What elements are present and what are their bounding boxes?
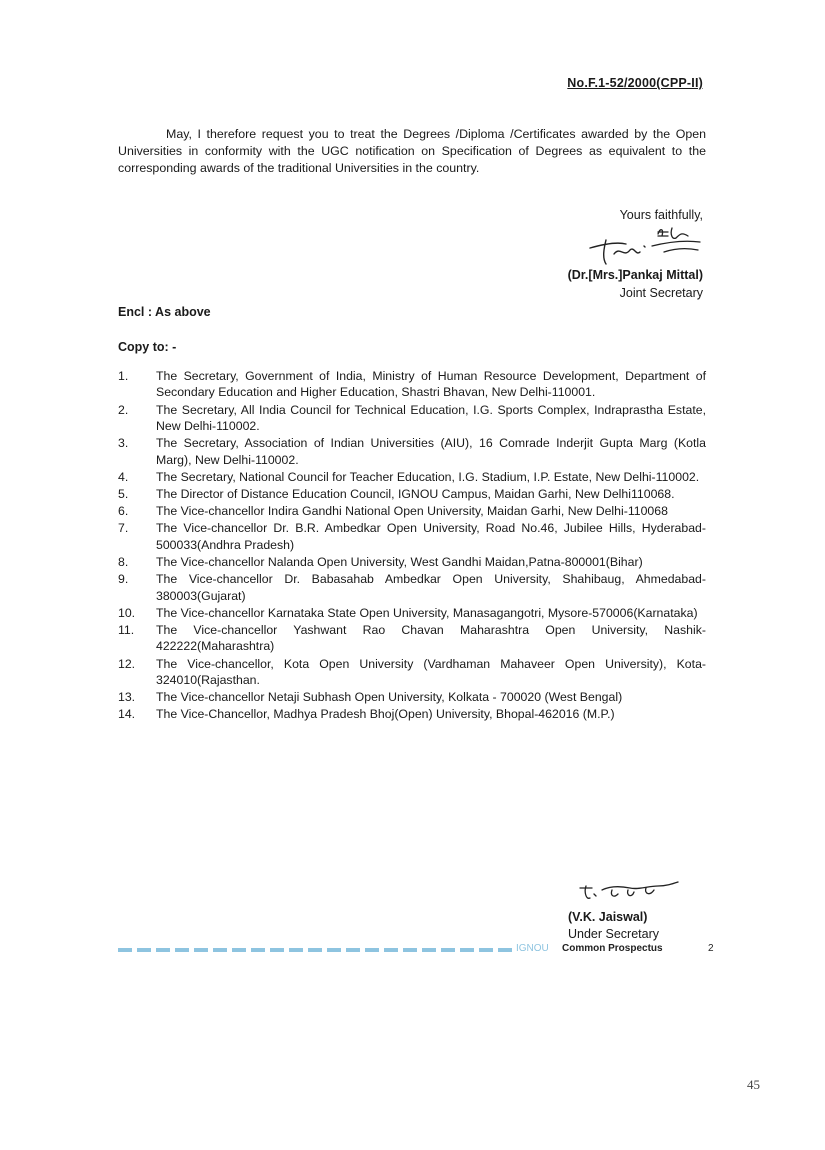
list-item bbox=[118, 402, 706, 435]
second-signatory-title: Under Secretary bbox=[568, 927, 660, 941]
list-item-number: 6. bbox=[118, 504, 129, 519]
list-item-text: The Secretary, National Council for Teacher Education, I.G. Stadium, I.P. Estate, New Delhi-110002. bbox=[156, 469, 700, 484]
signature-mittal-icon bbox=[584, 222, 704, 273]
list-item-text: The Vice-chancellor Dr. Babasahab Ambedkar Open University, Shahibaug, Ahmedabad-380003(Gujarat) bbox=[156, 572, 706, 603]
list-item bbox=[118, 689, 706, 705]
list-item bbox=[118, 571, 706, 604]
copy-to-heading: Copy to: - bbox=[118, 340, 177, 354]
list-item-number: 1. bbox=[118, 369, 129, 383]
signature-jaiswal-icon bbox=[576, 876, 686, 913]
list-item-text: The Vice-chancellor Dr. B.R. Ambedkar Open University, Road No.46, Jubilee Hills, Hyderabad-500033(Andhra Pradesh) bbox=[156, 521, 706, 552]
closing-salutation: Yours faithfully, bbox=[619, 208, 703, 222]
page-number: 45 bbox=[747, 1077, 760, 1092]
list-item-number: 4. bbox=[118, 469, 129, 484]
list-item bbox=[118, 520, 706, 553]
list-item-number: 9. bbox=[118, 572, 129, 587]
list-item-number: 10. bbox=[118, 605, 136, 620]
prospectus-footer bbox=[118, 943, 718, 957]
list-item-number: 8. bbox=[118, 555, 129, 570]
signatory-title: Joint Secretary bbox=[619, 286, 703, 300]
list-item-text: The Vice-chancellor Karnataka State Open University, Manasagangotri, Mysore-570006(Karnataka) bbox=[156, 605, 698, 620]
list-item bbox=[118, 469, 706, 485]
footer-dash-divider bbox=[118, 948, 516, 952]
list-item-text: The Vice-Chancellor, Madhya Pradesh Bhoj(Open) University, Bhopal-462016 (M.P.) bbox=[156, 707, 615, 722]
list-item-text: The Director of Distance Education Council, IGNOU Campus, Maidan Garhi, New Delhi110068. bbox=[156, 487, 675, 502]
list-item bbox=[118, 656, 706, 689]
reference-number: No.F.1-52/2000(CPP-II) bbox=[567, 76, 703, 90]
list-item-text: The Vice-chancellor, Kota Open University (Vardhaman Mahaveer Open University), Kota-324010(Rajasthan. bbox=[156, 656, 706, 688]
copy-to-list bbox=[118, 368, 706, 724]
list-item-text: The Secretary, Association of Indian Universities (AIU), 16 Comrade Inderjit Gupta Marg (Kotla Marg), New Delhi-110002. bbox=[156, 436, 706, 467]
list-item bbox=[118, 622, 706, 655]
list-item-number: 7. bbox=[118, 521, 129, 536]
list-item-number: 12. bbox=[118, 656, 136, 671]
second-signatory-name: (V.K. Jaiswal) bbox=[568, 910, 648, 924]
list-item-text: The Secretary, Government of India, Ministry of Human Resource Development, Department of Secondary Education and Higher Education, Shastri Bhavan, New Delhi-110001. bbox=[156, 369, 706, 400]
list-item-number: 13. bbox=[118, 690, 136, 705]
list-item bbox=[118, 605, 706, 621]
footer-ignou-tag: IGNOU bbox=[516, 943, 549, 954]
signatory-name: (Dr.[Mrs.]Pankaj Mittal) bbox=[567, 268, 703, 282]
list-item-text: The Vice-chancellor Netaji Subhash Open University, Kolkata - 700020 (West Bengal) bbox=[156, 690, 623, 705]
list-item-number: 14. bbox=[118, 707, 136, 722]
enclosure-note: Encl : As above bbox=[118, 305, 211, 319]
list-item-number: 3. bbox=[118, 436, 129, 451]
list-item-text: The Vice-chancellor Indira Gandhi National Open University, Maidan Garhi, New Delhi-110068 bbox=[156, 504, 668, 519]
list-item-number: 2. bbox=[118, 402, 129, 417]
request-paragraph: May, I therefore request you to treat the Degrees /Diploma /Certificates awarded by the Open Universities in conformity with the UGC notification on Specification of Degrees as equivalent to the corresponding awards of the traditional Universities in the country. bbox=[118, 127, 706, 175]
list-item-number: 5. bbox=[118, 487, 129, 502]
list-item-text: The Secretary, All India Council for Technical Education, I.G. Sports Complex, Indraprastha Estate, New Delhi-110002. bbox=[156, 402, 706, 434]
list-item bbox=[118, 368, 706, 401]
list-item-number: 11. bbox=[118, 623, 135, 638]
list-item bbox=[118, 435, 706, 468]
list-item bbox=[118, 486, 706, 502]
footer-page-fragment: 2 bbox=[708, 943, 714, 954]
list-item-text: The Vice-chancellor Nalanda Open University, West Gandhi Maidan,Patna-800001(Bihar) bbox=[156, 555, 643, 570]
list-item bbox=[118, 706, 706, 722]
footer-title: Common Prospectus bbox=[562, 943, 663, 954]
list-item bbox=[118, 554, 706, 570]
list-item-text: The Vice-chancellor Yashwant Rao Chavan Maharashtra Open University, Nashik-422222(Maharashtra) bbox=[156, 623, 706, 654]
list-item bbox=[118, 503, 706, 519]
